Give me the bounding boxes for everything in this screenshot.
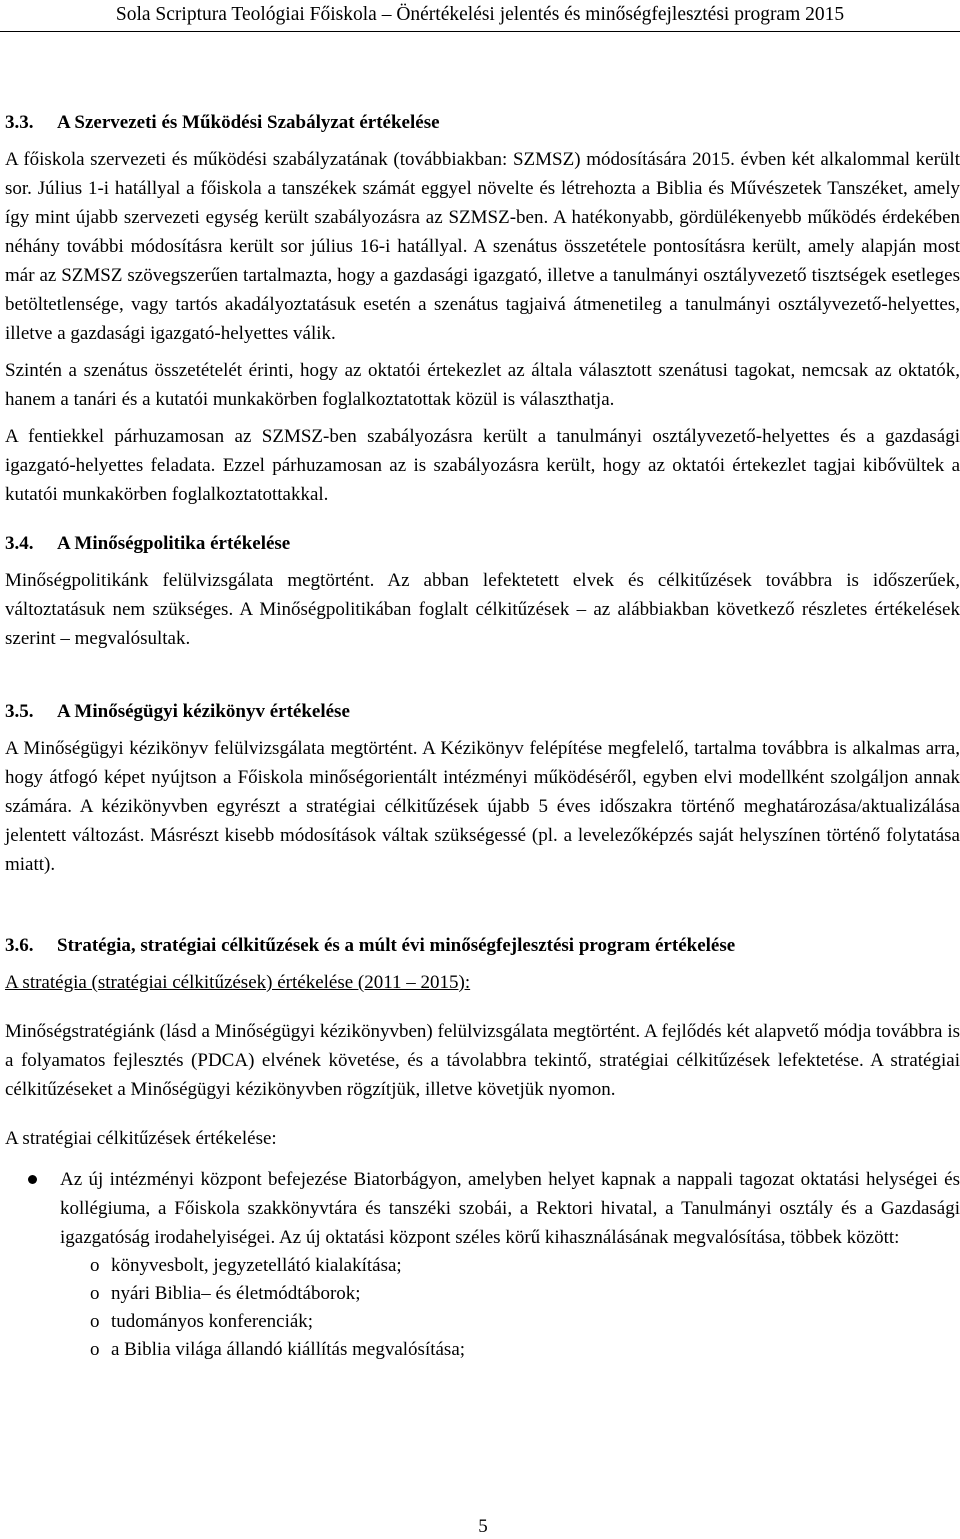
document-body xyxy=(5,108,960,1364)
section-title: A Szervezeti és Működési Szabályzat értékelése xyxy=(57,112,440,133)
paragraph: A fentiekkel párhuzamosan az SZMSZ-ben szabályozásra került a tanulmányi osztályvezető-helyettes és a gazdasági igazgató-helyettes feladata. Ezzel párhuzamosan az is szabályozásra került, hogy az oktatói értekezlet tagjai kibővültek a kutatói munkakörben foglalkoztatottakkal. xyxy=(5,426,960,505)
section-title: A Minőségügyi kézikönyv értékelése xyxy=(57,701,350,722)
evaluation-label: A stratégiai célkitűzések értékelése: xyxy=(5,1128,277,1149)
section-number: 3.3. xyxy=(5,112,34,133)
circle-bullet-icon: o xyxy=(90,1255,100,1276)
sub-list-item xyxy=(90,1252,960,1280)
section-title: A Minőségpolitika értékelése xyxy=(57,533,291,554)
sub-list-item xyxy=(90,1336,960,1364)
section-3-3-heading xyxy=(5,108,960,138)
sub-list-item-text: könyvesbolt, jegyzetellátó kialakítása; xyxy=(111,1255,402,1276)
page-header: Sola Scriptura Teológiai Főiskola – Önértékelési jelentés és minőségfejlesztési program 2015 xyxy=(115,4,845,25)
paragraph: Minőségpolitikánk felülvizsgálata megtörtént. Az abban lefektetett elvek és célkitűzések továbbra is időszerűek, változtatásuk nem szükséges. A Minőségpolitikában foglalt célkitűzések – az alábbiakban következő részletes értékelések szerint – megvalósultak. xyxy=(5,570,960,649)
section-3-6-heading xyxy=(5,931,960,961)
page-number: 5 xyxy=(478,1516,488,1537)
section-3-4-heading xyxy=(5,529,960,559)
sub-list-item-text: nyári Biblia– és életmódtáborok; xyxy=(111,1283,361,1304)
underlined-subheading: A stratégia (stratégiai célkitűzések) értékelése (2011 – 2015): xyxy=(5,972,471,993)
section-number: 3.5. xyxy=(5,701,34,722)
section-number: 3.4. xyxy=(5,533,34,554)
header-rule xyxy=(0,31,960,32)
section-3-5-heading xyxy=(5,697,960,727)
sub-list-item-text: tudományos konferenciák; xyxy=(111,1311,314,1332)
paragraph: Minőségstratégiánk (lásd a Minőségügyi kézikönyvben) felülvizsgálata megtörtént. A fejlődés két alapvető módja továbbra is a folyamatos fejlesztés (PDCA) elvének követése, és a távolabbra tekintő, stratégiai célkitűzések lefektetése. A stratégiai célkitűzéseket a Minőségügyi kézikönyvben rögzítjük, illetve követjük nyomon. xyxy=(5,1021,960,1100)
paragraph: Szintén a szenátus összetételét érinti, hogy az oktatói értekezlet az általa választott szenátusi tagokat, nemcsak az oktatók, hanem a tanári és a kutatói munkakörben foglalkoztatottak közül is választhatja. xyxy=(5,360,960,410)
bullet-icon xyxy=(28,1175,37,1184)
list-item xyxy=(5,1165,960,1364)
circle-bullet-icon: o xyxy=(90,1311,100,1332)
paragraph: A Minőségügyi kézikönyv felülvizsgálata megtörtént. A Kézikönyv felépítése megfelelő, tartalma továbbra is alkalmas arra, hogy átfogó képet nyújtson a Főiskola minőségorientált intézményi működéséről, egyben elvi modellként szolgáljon annak számára. A kézikönyvben egyrészt a stratégiai célkitűzések újabb 5 éves időszakra történő meghatározása/aktualizálása jelentett változást. Másrészt kisebb módosítások váltak szükségessé (pl. a levelezőképzés saját helyszínen történő folytatása miatt). xyxy=(5,738,960,875)
bullet-list xyxy=(5,1165,960,1364)
circle-bullet-icon: o xyxy=(90,1339,100,1360)
sub-list xyxy=(60,1252,960,1364)
section-title: Stratégia, stratégiai célkitűzések és a múlt évi minőségfejlesztési program értékelése xyxy=(57,935,736,956)
section-number: 3.6. xyxy=(5,935,34,956)
paragraph: A főiskola szervezeti és működési szabályzatának (továbbiakban: SZMSZ) módosítására 2015. évben két alkalommal került sor. Július 1-i hatállyal a főiskola a tanszékek számát eggyel növelte és létrehozta a Biblia és Művészetek Tanszéket, amely így mint újabb szervezeti egység került szabályozásra az SZMSZ-ben. A hatékonyabb, gördülékenyebb működés érdekében néhány további módosításra került sor július 16-i hatállyal. A szenátus összetétele pontosításra került, amely alapján most már az SZMSZ szövegszerűen tartalmazta, hogy a gazdasági igazgató, illetve a tanulmányi osztályvezető tisztségek esetleges betöltetlensége, vagy tartós akadályoztatásuk esetén a szenátus tagjaivá átmenetileg a tanulmányi osztályvezető-helyettes, illetve a gazdasági igazgató-helyettes válik. xyxy=(5,149,960,344)
list-item-text: Az új intézményi központ befejezése Biatorbágyon, amelyben helyet kapnak a nappali tagozat oktatási helységei és kollégiuma, a Főiskola szakkönyvtára és tanszéki szobái, a Rektori hivatal, a Tanulmányi osztály és a Gazdasági igazgatóság irodahelyiségei. Az új oktatási központ széles körű kihasználásának megvalósítása, többek között: xyxy=(60,1169,960,1248)
sub-list-item xyxy=(90,1280,960,1308)
circle-bullet-icon: o xyxy=(90,1283,100,1304)
sub-list-item xyxy=(90,1308,960,1336)
sub-list-item-text: a Biblia világa állandó kiállítás megvalósítása; xyxy=(111,1339,466,1360)
